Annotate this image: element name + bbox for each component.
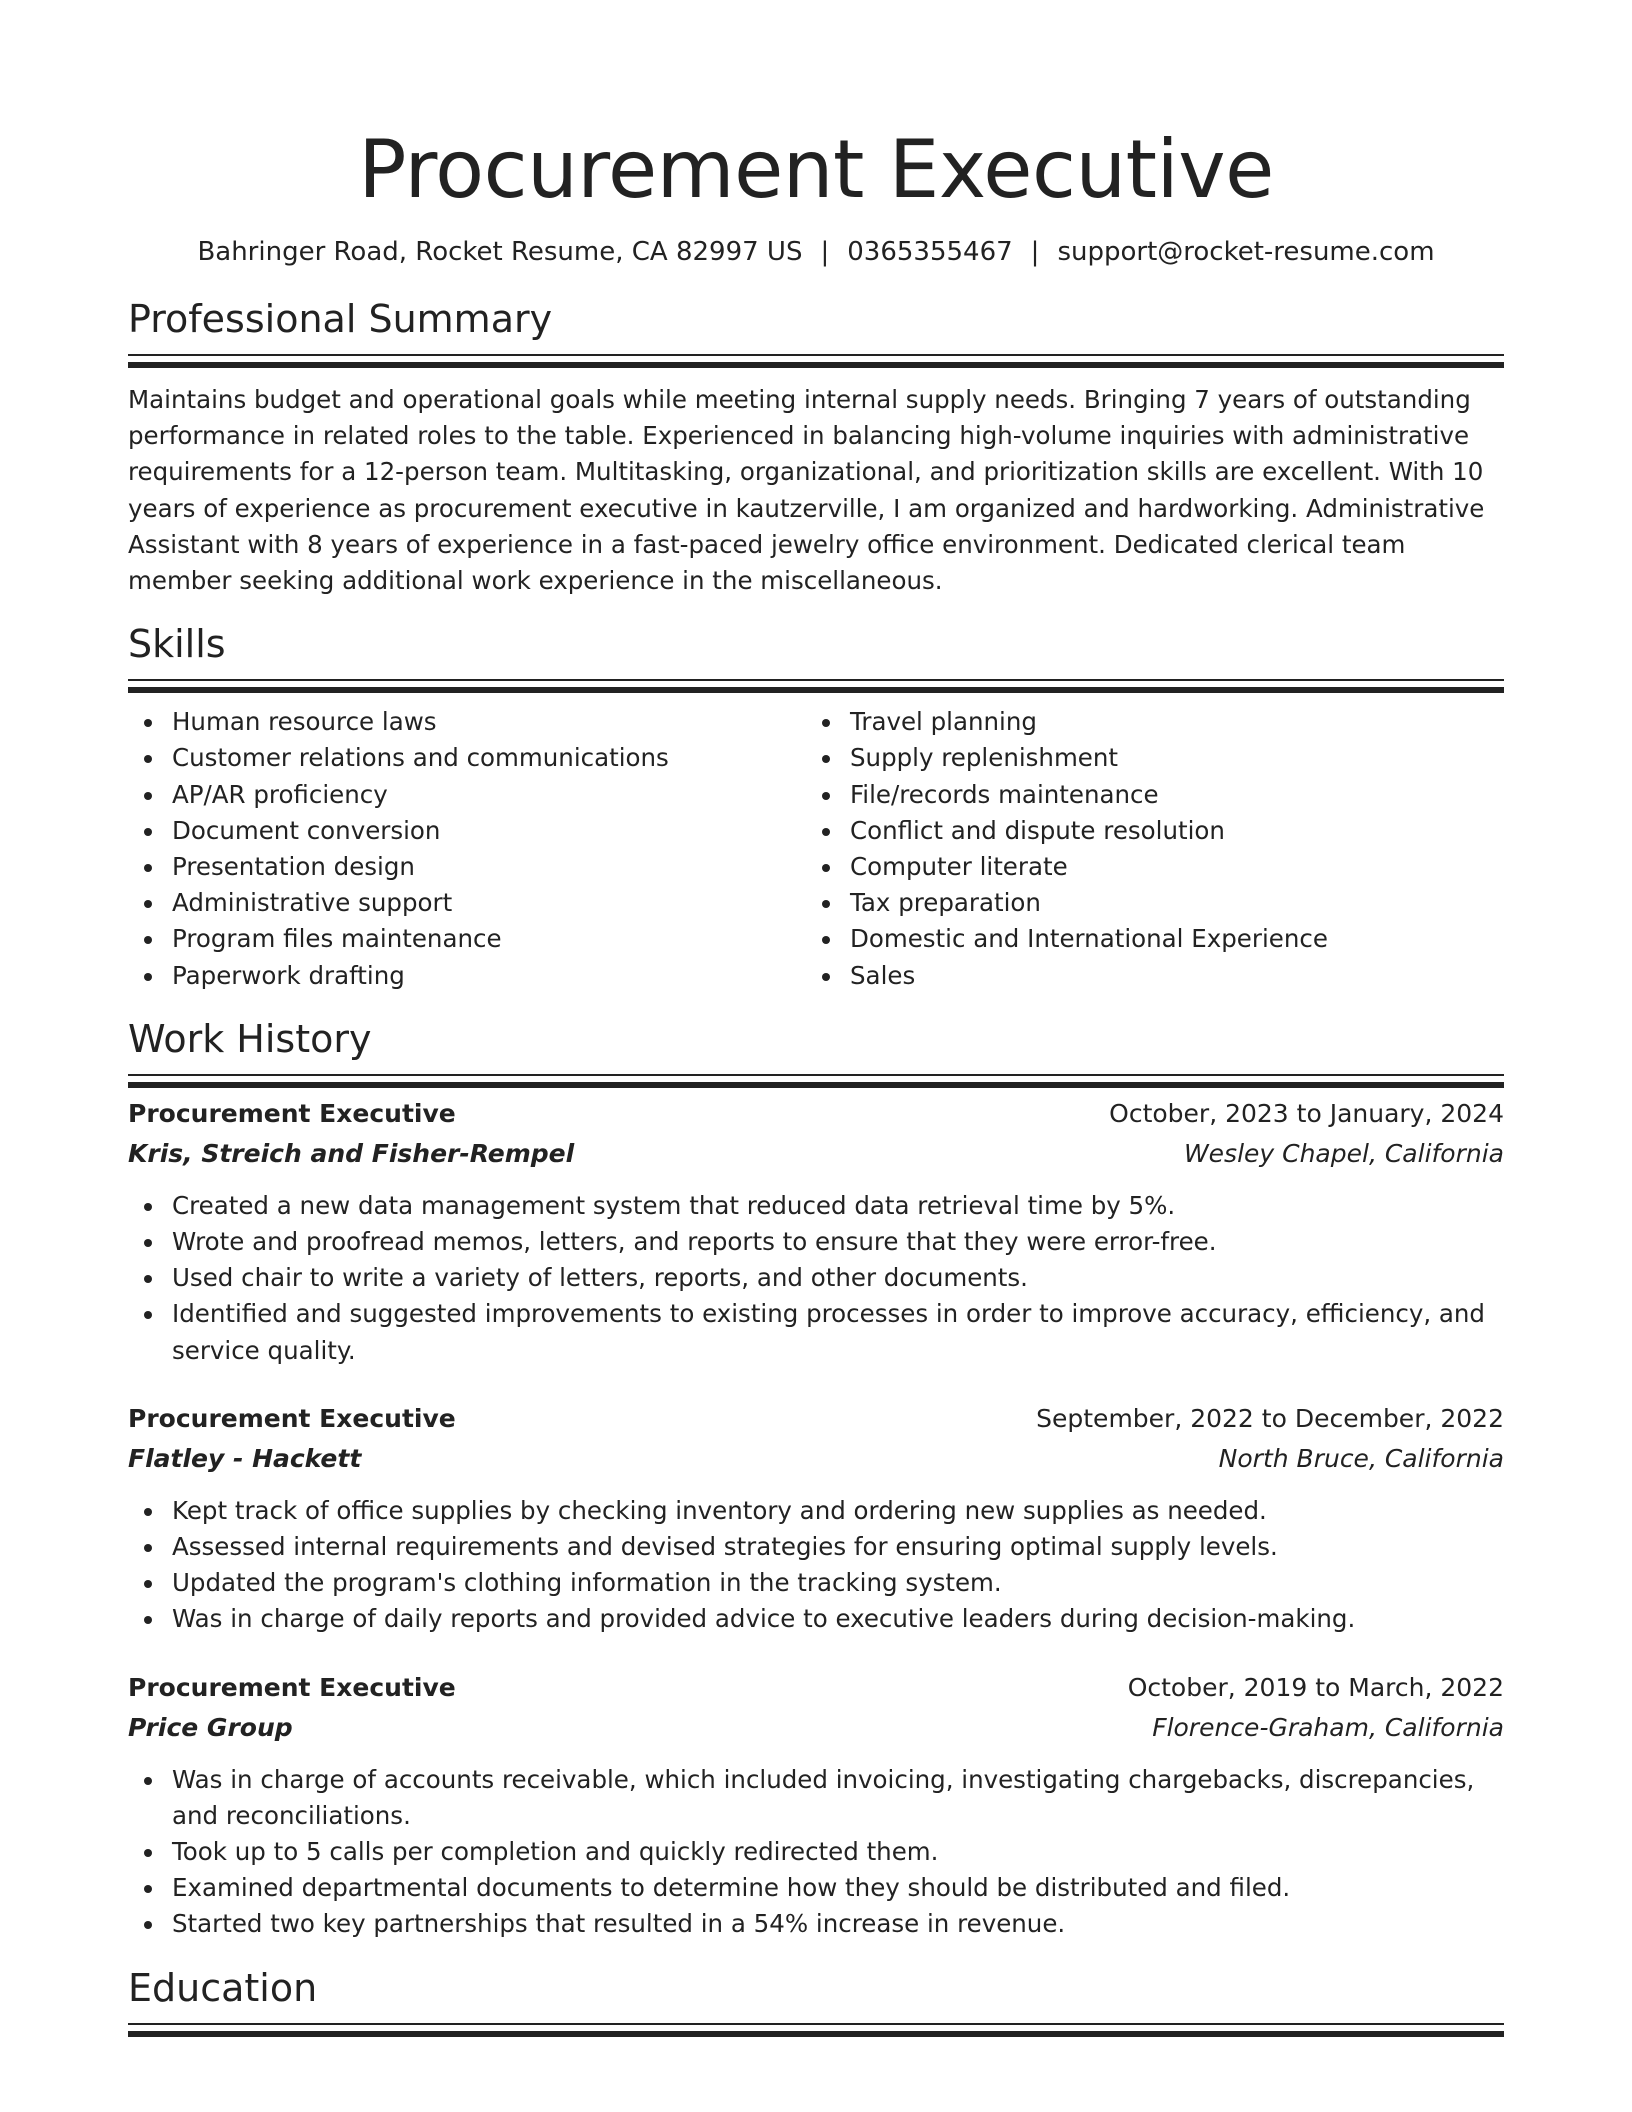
job-bullet: Created a new data management system that reduced data retrieval time by 5%. (172, 1188, 1504, 1224)
skill-item: Conflict and dispute resolution (850, 813, 1484, 849)
skill-item: Presentation design (172, 849, 806, 885)
skills-columns (128, 704, 1504, 994)
job-location: North Bruce, California (1218, 1443, 1504, 1473)
job-dates: October, 2019 to March, 2022 (1127, 1672, 1504, 1702)
section-education (128, 1965, 1504, 2025)
job-title: Procurement Executive (128, 1098, 456, 1128)
contact-separator: | (1030, 237, 1040, 267)
skill-item: Paperwork drafting (172, 958, 806, 994)
contact-email[interactable]: support@rocket-resume.com (1057, 237, 1435, 267)
job-company: Price Group (128, 1712, 293, 1742)
skill-item: Supply replenishment (850, 740, 1484, 776)
job-dates: October, 2023 to January, 2024 (1109, 1098, 1504, 1128)
skill-item: Customer relations and communications (172, 740, 806, 776)
contact-line (128, 234, 1504, 270)
job-bullet: Used chair to write a variety of letters, reports, and other documents. (172, 1260, 1504, 1296)
job-title: Procurement Executive (128, 1403, 456, 1433)
skill-item: Administrative support (172, 885, 806, 921)
job-bullet: Was in charge of accounts receivable, which included invoicing, investigating chargebacks, discrepancies, and reconciliations. (172, 1762, 1504, 1834)
section-heading-work: Work History (128, 1016, 372, 1061)
resume-page (128, 0, 1504, 2025)
skill-item: Domestic and International Experience (850, 921, 1484, 957)
job-location: Florence-Graham, California (1152, 1712, 1504, 1742)
job-title: Procurement Executive (128, 1672, 456, 1702)
job-bullets (128, 1762, 1504, 1943)
job-entry (128, 1399, 1504, 1638)
job-entry (128, 1094, 1504, 1369)
job-bullet: Took up to 5 calls per completion and quickly redirected them. (172, 1834, 1504, 1870)
job-bullet: Assessed internal requirements and devised strategies for ensuring optimal supply levels. (172, 1529, 1504, 1565)
skill-item: Sales (850, 958, 1484, 994)
job-bullets (128, 1493, 1504, 1638)
job-dates: September, 2022 to December, 2022 (1036, 1403, 1504, 1433)
skill-item: File/records maintenance (850, 777, 1484, 813)
skill-item: Human resource laws (172, 704, 806, 740)
section-divider (128, 679, 1504, 681)
contact-separator: | (820, 237, 830, 267)
skill-item: Program files maintenance (172, 921, 806, 957)
section-divider (128, 2023, 1504, 2025)
job-bullet: Started two key partnerships that resulted in a 54% increase in revenue. (172, 1906, 1504, 1942)
skill-item: Document conversion (172, 813, 806, 849)
section-skills (128, 621, 1504, 994)
job-bullet: Examined departmental documents to determine how they should be distributed and filed. (172, 1870, 1504, 1906)
contact-phone: 0365355467 (847, 237, 1013, 267)
summary-text: Maintains budget and operational goals while meeting internal supply needs. Bringing 7 years of outstanding performance in related roles to the table. Experienced in balancing high-volume inquiries with administrative requirements for a 12-person team. Multitasking, organizational, and prioritization skills are excellent. With 10 years of experience as procurement executive in kautzerville, I am organized and hardworking. Administrative Assistant with 8 years of experience in a fast-paced jewelry office environment. Dedicated clerical team member seeking additional work experience in the miscellaneous. (128, 385, 1485, 596)
section-summary (128, 296, 1504, 599)
skills-list-right (806, 704, 1484, 994)
job-bullet: Kept track of office supplies by checking inventory and ordering new supplies as needed. (172, 1493, 1504, 1529)
job-bullet: Wrote and proofread memos, letters, and reports to ensure that they were error-free. (172, 1224, 1504, 1260)
section-divider (128, 354, 1504, 356)
contact-address: Bahringer Road, Rocket Resume, CA 82997 US (197, 237, 803, 267)
job-bullet: Was in charge of daily reports and provided advice to executive leaders during decision-making. (172, 1601, 1504, 1637)
job-bullet: Updated the program's clothing information in the tracking system. (172, 1565, 1504, 1601)
job-location: Wesley Chapel, California (1183, 1138, 1504, 1168)
skill-item: AP/AR proficiency (172, 777, 806, 813)
job-entry (128, 1668, 1504, 1943)
job-company: Flatley - Hackett (128, 1443, 362, 1473)
section-heading-skills: Skills (128, 622, 226, 667)
job-company: Kris, Streich and Fisher-Rempel (128, 1138, 575, 1168)
section-work-history (128, 1016, 1504, 1943)
skill-item: Travel planning (850, 704, 1484, 740)
job-bullets (128, 1188, 1504, 1369)
section-heading-education: Education (128, 1965, 318, 2010)
section-divider (128, 1074, 1504, 1076)
section-heading-summary: Professional Summary (128, 297, 553, 341)
skill-item: Computer literate (850, 849, 1484, 885)
job-bullet: Identified and suggested improvements to existing processes in order to improve accuracy, efficiency, and service quality. (172, 1296, 1504, 1368)
skills-list-left (128, 704, 806, 994)
resume-title: Procurement Executive (358, 123, 1274, 216)
skill-item: Tax preparation (850, 885, 1484, 921)
